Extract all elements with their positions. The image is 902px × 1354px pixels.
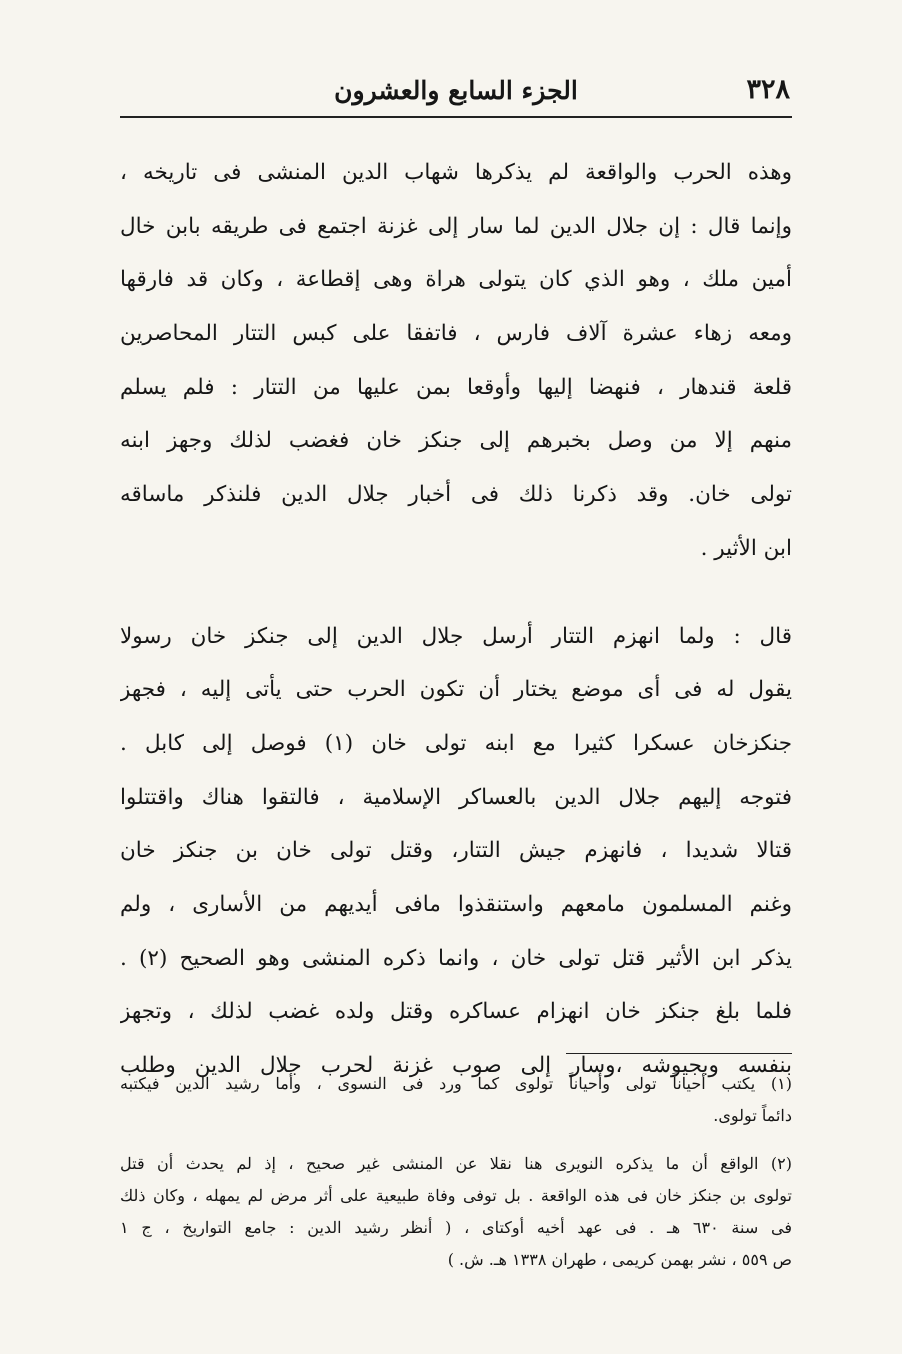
footnote-line: (١) يكتب أحياناً تولى وأحياناً تولوى كما ورد فى النسوى ، وأما رشيد الدين فيكتبه: [120, 1074, 792, 1093]
running-title: الجزء السابع والعشرون: [334, 76, 578, 105]
footnote-line: تولوى بن جنكز خان فى هذه الواقعة . بل توفى وفاة طبيعية على أثر مرض لم يمهله ، وكان ذلك: [120, 1186, 792, 1205]
page-header: [120, 74, 792, 114]
body-text: [120, 146, 792, 1093]
paragraph-gap: [120, 576, 792, 610]
body-line: وهذه الحرب والواقعة لم يذكرها شهاب الدين المنشى فى تاريخه ،: [120, 160, 792, 185]
footnote-line: فى سنة ٦٣٠ هـ . فى عهد أخيه أوكتاى ، ( أنظر رشيد الدين : جامع التواريخ ، ج ١: [120, 1218, 792, 1237]
body-line: وغنم المسلمون مامعهم واستنقذوا مافى أيديهم من الأسارى ، ولم: [120, 891, 792, 917]
footnotes: [120, 1068, 792, 1276]
footnote-rule: [566, 1053, 792, 1054]
body-line: قال : ولما انهزم التتار أرسل جلال الدين إلى جنكز خان رسولا: [120, 623, 792, 649]
body-line: فتوجه إليهم جلال الدين بالعساكر الإسلامية ، فالتقوا هناك واقتتلوا: [120, 784, 792, 810]
body-line: يقول له فى أى موضع يختار أن تكون الحرب حتى يأتى إليه ، فجهز: [120, 677, 792, 703]
body-line: تولى خان. وقد ذكرنا ذلك فى أخبار جلال الدين فلنذكر ماساقه: [120, 482, 792, 508]
header-rule: [120, 116, 792, 118]
body-line: فلما بلغ جنكز خان انهزام عساكره وقتل ولده غضب لذلك ، وتجهز: [120, 999, 792, 1025]
footnote-line: (٢) الواقع أن ما يذكره النويرى هنا نقلا عن المنشى غير صحيح ، إذ لم يحدث أن قتل: [120, 1154, 792, 1173]
body-line: جنكزخان عسكرا كثيرا مع ابنه تولى خان (١) فوصل إلى كابل .: [120, 730, 792, 756]
body-line: بنفسه وبجيوشه ،وسار إلى صوب غزنة لحرب جلال الدين وطلب: [120, 1053, 792, 1078]
footnote-gap: [120, 1132, 792, 1148]
body-line: أمين ملك ، وهو الذي كان يتولى هراة وهى إقطاعة ، وكان قد فارقها: [120, 267, 792, 293]
body-line: يذكر ابن الأثير قتل تولى خان ، وانما ذكره المنشى وهو الصحيح (٢) .: [120, 945, 792, 971]
body-line: قتالا شديدا ، فانهزم جيش التتار، وقتل تولى خان بن جنكز خان: [120, 838, 792, 864]
body-line: وإنما قال : إن جلال الدين لما سار إلى غزنة اجتمع فى طريقه بابن خال: [120, 213, 792, 239]
page-number: ٣٢٨: [746, 74, 790, 105]
footnote-line: دائماً تولوى.: [713, 1106, 792, 1125]
body-line: منهم إلا من وصل بخبرهم إلى جنكز خان فغضب لذلك وجهز ابنه: [120, 428, 792, 454]
body-line: ومعه زهاء عشرة آلاف فارس ، فاتفقا على كبس التتار المحاصرين: [120, 321, 792, 347]
body-line: ابن الأثير .: [700, 535, 792, 561]
footnote-line: ص ٥٥٩ ، نشر بهمن كريمى ، طهران ١٣٣٨ هـ. ش. ): [447, 1250, 792, 1269]
body-line: قلعة قندهار ، فنهضا إليها وأوقعا بمن عليها من التتار : فلم يسلم: [120, 374, 792, 400]
